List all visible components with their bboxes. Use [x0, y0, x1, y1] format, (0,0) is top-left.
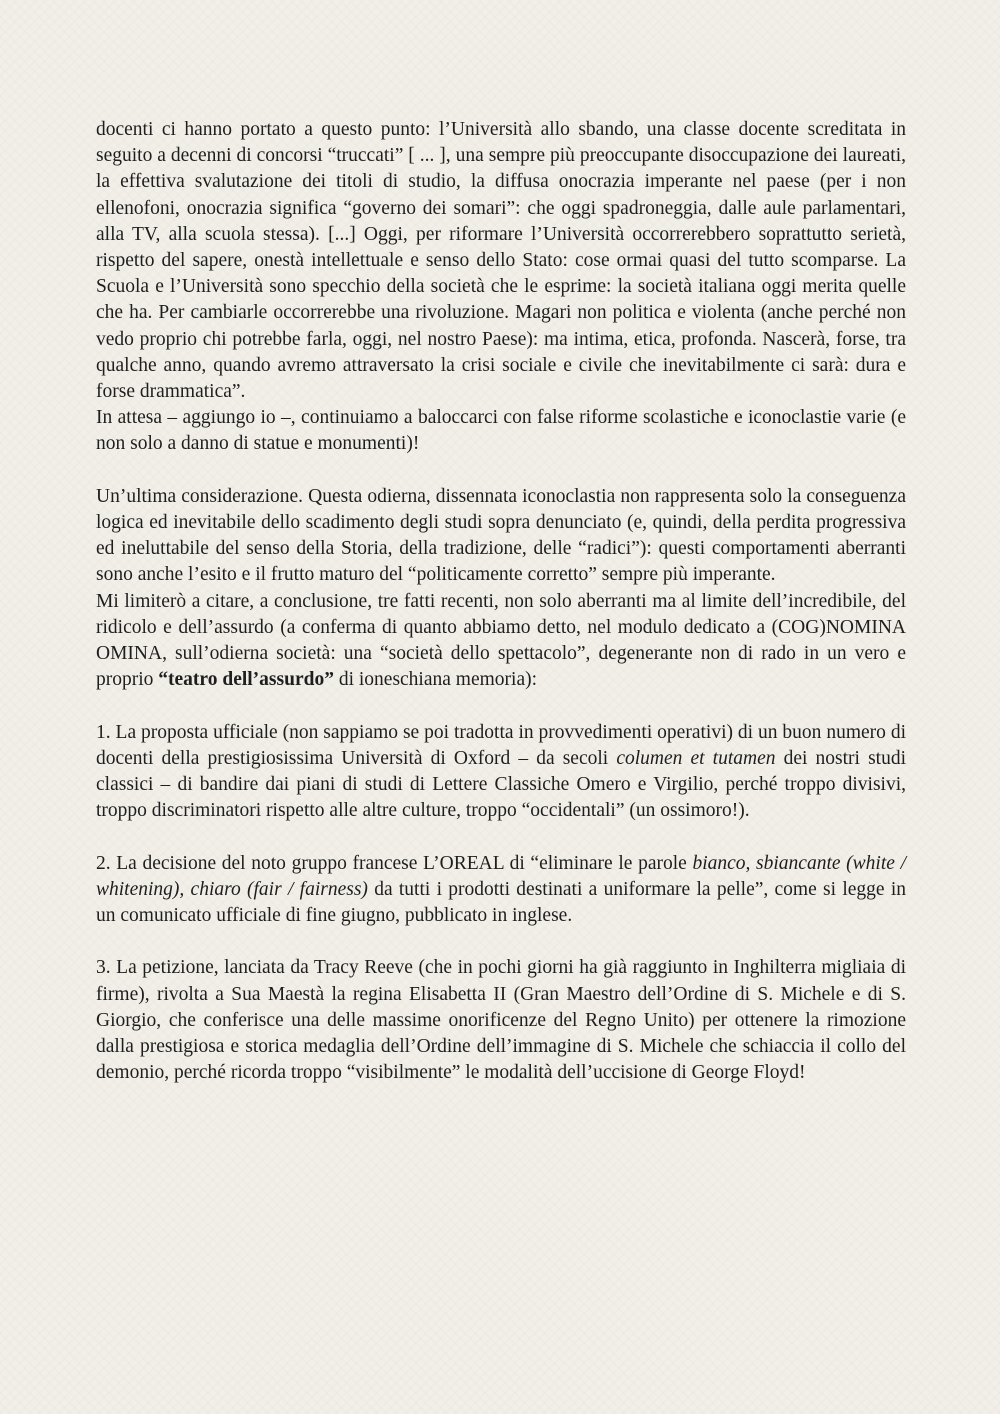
- parole-italic: bianco, sbiancante (white / whitening), chiaro (fair / fairness): [96, 852, 906, 900]
- list-item-oxford: [96, 720, 906, 825]
- teatro-assurdo-bold: “teatro dell’assurdo”: [158, 669, 334, 691]
- paragraph-ultima-considerazione: Un’ultima considerazione. Questa odierna, dissennata iconoclastia non rappresenta solo la conseguenza logica ed inevitabile dello scadimento degli studi sopra denunciato (e, quindi, della perdita progressiva ed ineluttabile del senso della Storia, della tradizione, delle “radici”): questi comportamenti aberranti sono anche l’esito e il frutto maturo del “politicamente corretto” sempre più imperante.: [96, 485, 906, 586]
- paragraph-quote: docenti ci hanno portato a questo punto: l’Università allo sbando, una classe docente screditata in seguito a decenni di concorsi “truccati” [ ... ], una sempre più preoccupante disoccupazione dei laureati, la effettiva svalutazione dei titoli di studio, la diffusa onocrazia imperante nel paese (per i non ellenofoni, onocrazia significa “governo dei somari”: che oggi spadroneggia, dalle aule parlamentari, alla TV, alla scuola stessa). [...] Oggi, per riformare l’Università occorrerebbero soprattutto serietà, rispetto del sapere, onestà intellettuale e senso dello Stato: cose ormai quasi del tutto scomparse. La Scuola e l’Università sono specchio della società che le esprime: la società italiana oggi merita quelle che ha. Per cambiarle occorrerebbe una rivoluzione. Magari non politica e violenta (anche perché non vedo proprio chi potrebbe farla, oggi, nel nostro Paese): ma intima, etica, profonda. Nascerà, forse, tra qualche anno, quando avremo attraversato la crisi sociale e civile che inevitabilmente ci sarà: dura e forse drammatica”.: [96, 119, 906, 403]
- list-item-petizione: 3. La petizione, lanciata da Tracy Reeve (che in pochi giorni ha già raggiunto in Inghilterra migliaia di firme), rivolta a Sua Maestà la regina Elisabetta II (Gran Maestro dell’Ordine di S. Michele e di S. Giorgio, che conferisce una delle massime onorificenze del Regno Unito) per ottenere la rimozione dalla prestigiosa e storica medaglia dell’Ordine dell’immagine di S. Michele che schiaccia il collo del demonio, perché ricorda troppo “visibilmente” le modalità dell’uccisione di George Floyd!: [96, 957, 906, 1084]
- body-text: [96, 117, 906, 1086]
- paragraph-in-attesa: In attesa – aggiungo io –, continuiamo a baloccarci con false riforme scolastiche e iconoclastie varie (e non solo a danno di statue e monumenti)!: [96, 407, 906, 455]
- list-item-loreal-text: 2. La decisione del noto gruppo francese L’OREAL di “eliminare le parole: [96, 852, 693, 874]
- list-item-loreal-end: da tutti i prodotti destinati a uniformare la pelle”, come si legge in un comunicato ufficiale di fine giugno, pubblicato in inglese.: [96, 878, 906, 927]
- list-item-oxford-text: 1. La proposta ufficiale (non sappiamo se poi tradotta in provvedimenti operativi) di un buon numero di docenti della prestigiosissima Università di Oxford – da secoli: [96, 721, 906, 769]
- list-item-loreal: [96, 851, 906, 930]
- paragraph-tre-fatti-end: di ioneschiana memoria):: [333, 669, 538, 691]
- columen-et-tutamen-italic: columen et tutamen: [616, 747, 776, 769]
- list-item-oxford-end: dei nostri studi classici – di bandire dai piani di studi di Lettere Classiche Omero e Virgilio, perché troppo divisivi, troppo discriminatori rispetto alle altre culture, troppo “occidentali” (un ossimoro!).: [96, 747, 906, 822]
- paragraph-tre-fatti: [96, 589, 906, 694]
- paragraph-tre-fatti-text: Mi limiterò a citare, a conclusione, tre fatti recenti, non solo aberranti ma al limite dell’incredibile, del ridicolo e dell’assurdo (a conferma di quanto abbiamo detto, nel modulo dedicato a (COG)NOMINA OMINA, sull’odierna società: una “società dello spettacolo”, degenerante non di rado in un vero e proprio: [96, 590, 906, 691]
